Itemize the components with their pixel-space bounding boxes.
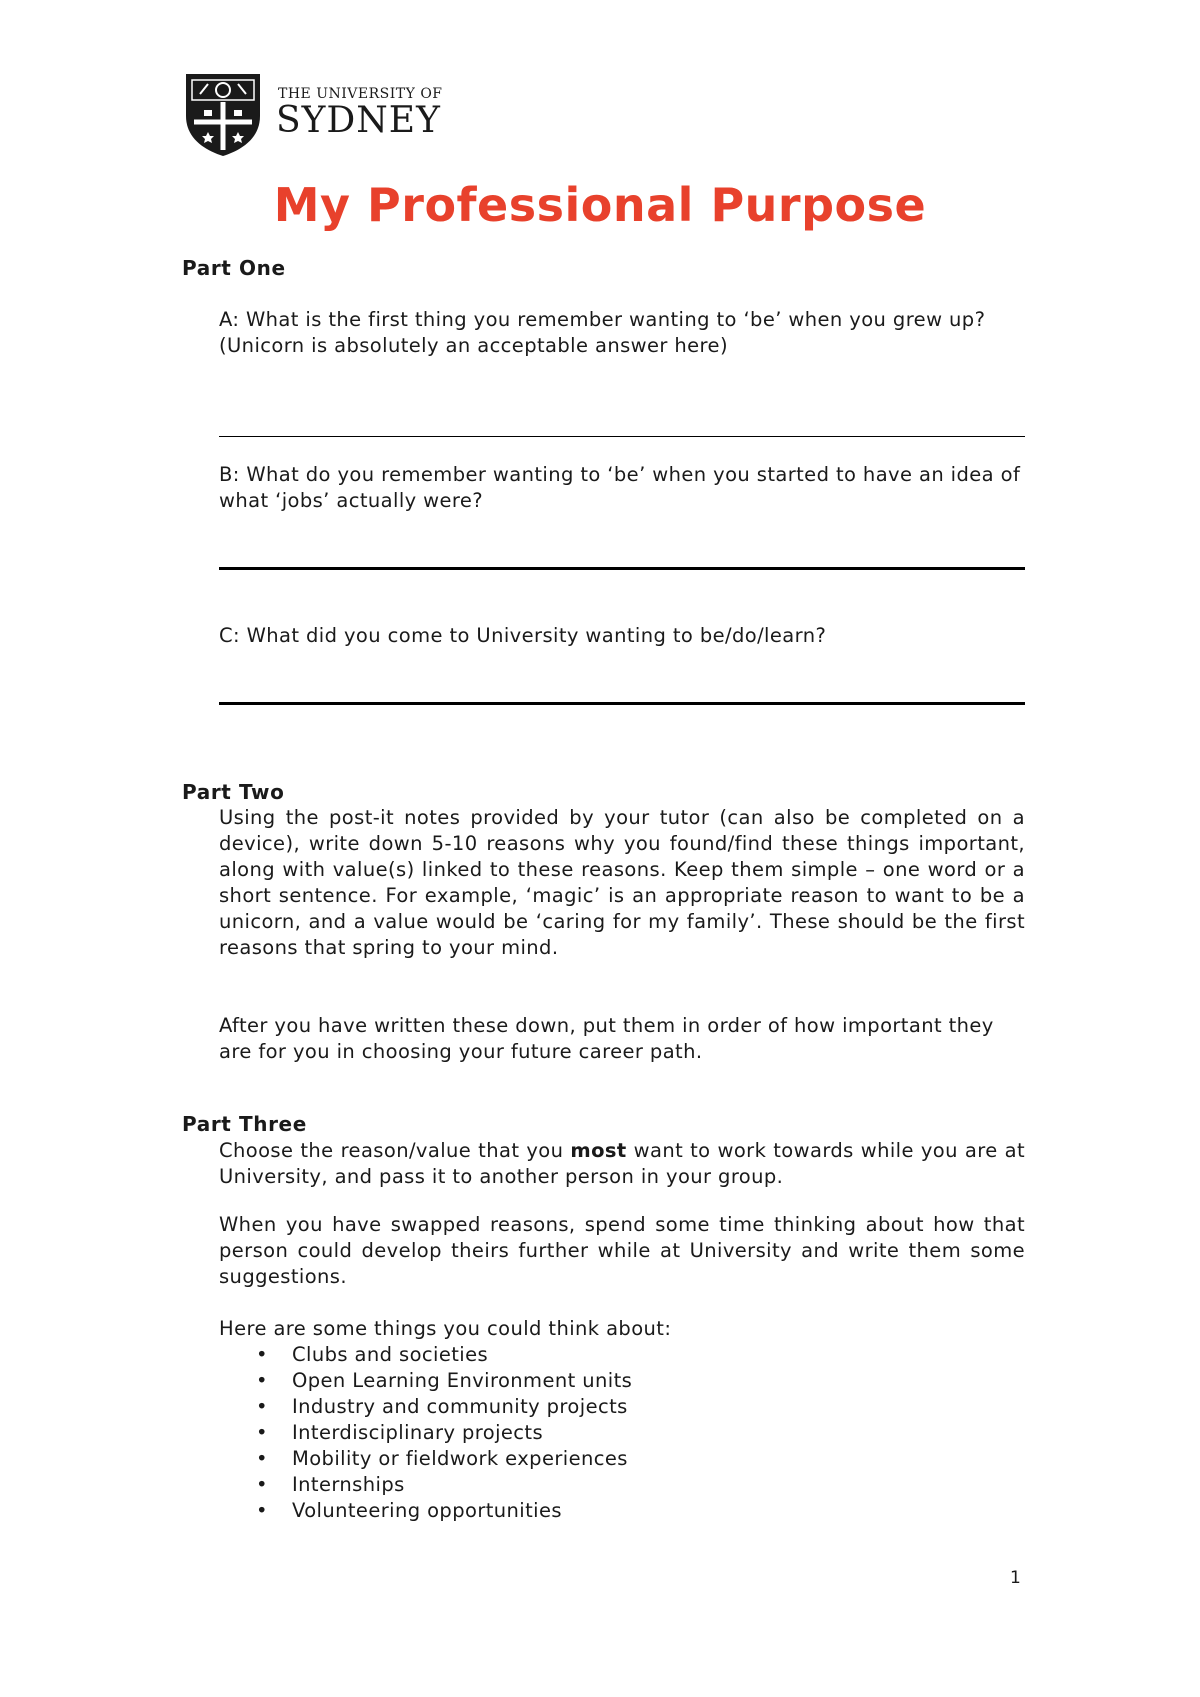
part-two-paragraph-2: After you have written these down, put them in order of how important they are for you in choosing your future career path. (219, 1014, 994, 1063)
list-item: • Volunteering opportunities (256, 1499, 562, 1522)
bullet-icon: • (256, 1395, 268, 1418)
page-title: My Professional Purpose (273, 178, 927, 232)
question-b: B: What do you remember wanting to ‘be’ when you started to have an idea of what ‘jobs’ actually were? (219, 463, 1021, 512)
answer-line-c[interactable] (219, 702, 1025, 705)
university-crest-icon (182, 70, 264, 158)
answer-line-a[interactable] (219, 436, 1025, 437)
question-a-note: (Unicorn is absolutely an acceptable answer here) (219, 334, 728, 357)
list-item: • Industry and community projects (256, 1395, 628, 1418)
bullet-icon: • (256, 1421, 268, 1444)
question-a-text: A: What is the first thing you remember wanting to ‘be’ when you grew up? (219, 308, 986, 331)
bullet-icon: • (256, 1343, 268, 1366)
question-c: C: What did you come to University wanting to be/do/learn? (219, 624, 827, 647)
logo-text-line1: THE UNIVERSITY OF (278, 86, 443, 102)
list-item: • Mobility or fieldwork experiences (256, 1447, 628, 1470)
bullet-icon: • (256, 1473, 268, 1496)
part-two-heading: Part Two (182, 780, 285, 804)
bullet-icon: • (256, 1369, 268, 1392)
question-a (219, 307, 1025, 359)
list-item: • Internships (256, 1473, 405, 1496)
list-item: • Clubs and societies (256, 1343, 489, 1366)
emphasis-most: most (570, 1139, 627, 1162)
list-intro: Here are some things you could think about: (219, 1317, 672, 1340)
list-item: • Interdisciplinary projects (256, 1421, 544, 1444)
part-three-paragraph-2: When you have swapped reasons, spend some time thinking about how that person could develop theirs further while at University and write them some suggestions. (219, 1213, 1025, 1288)
page-number: 1 (1010, 1568, 1021, 1588)
part-three-heading: Part Three (182, 1112, 307, 1136)
suggestions-list (219, 1342, 632, 1524)
part-two-paragraph-1: Using the post-it notes provided by your tutor (can also be completed on a device), write down 5-10 reasons why you found/find these things important, along with value(s) linked to these reasons. Keep them simple – one word or a short sentence. For example, ‘magic’ is an appropriate reason to want to be a unicorn, and a value would be ‘caring for my family’. These should be the first reasons that spring to your mind. (219, 806, 1025, 959)
paragraph-1-end: want to work towards while you are at University, and pass it to another person in your group. (219, 1139, 1025, 1188)
part-one-heading: Part One (182, 256, 286, 280)
list-item: • Open Learning Environment units (256, 1369, 633, 1392)
answer-line-b[interactable] (219, 567, 1025, 570)
university-logo (182, 70, 442, 160)
logo-text-line2: SYDNEY (276, 100, 441, 141)
part-three-paragraph-1 (219, 1138, 1025, 1190)
bullet-icon: • (256, 1447, 268, 1470)
bullet-icon: • (256, 1499, 268, 1522)
paragraph-1-start: Choose the reason/value that you (219, 1139, 571, 1162)
